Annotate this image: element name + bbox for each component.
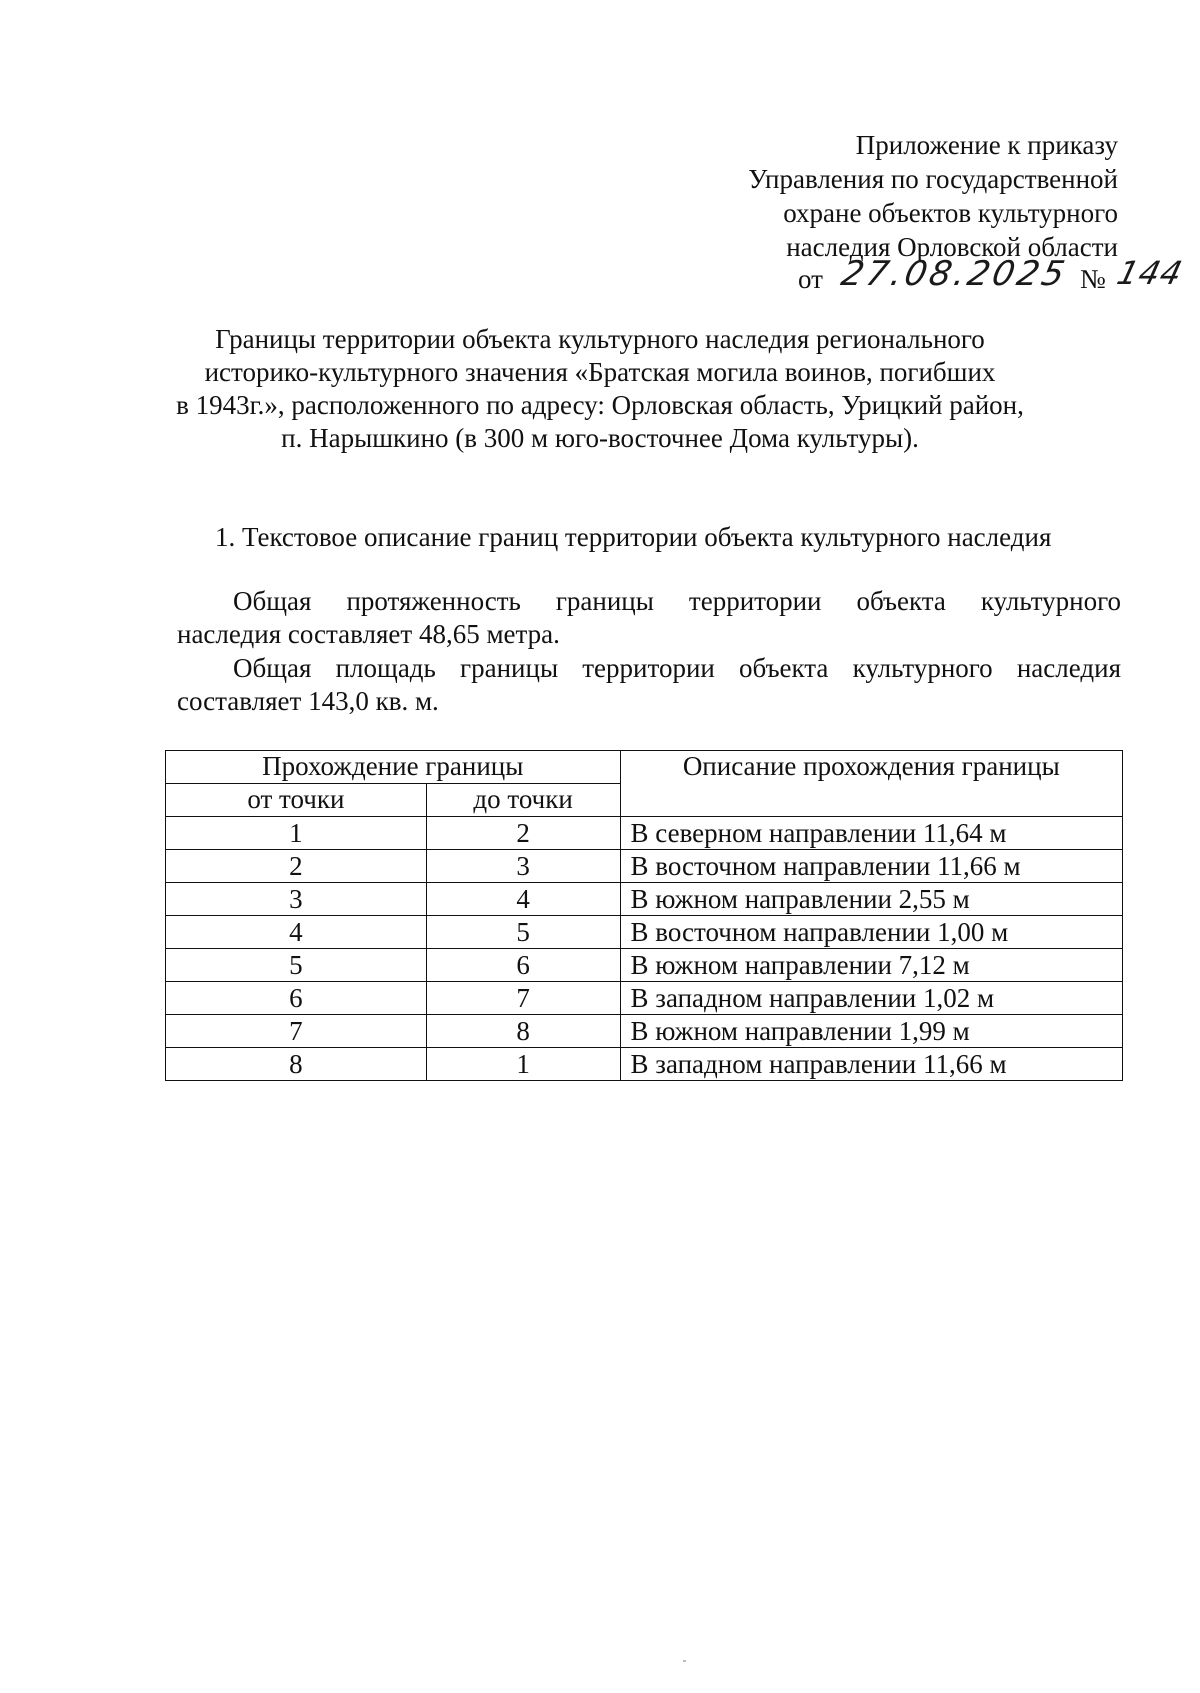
handwritten-order-number: 144: [1113, 254, 1187, 292]
table-header-row: [166, 751, 1123, 784]
description-cell: В восточном направлении 11,66 м: [620, 850, 1122, 883]
description-cell: В южном направлении 1,99 м: [620, 1015, 1122, 1048]
table-row: [166, 1048, 1123, 1081]
description-cell: В западном направлении 11,66 м: [620, 1048, 1122, 1081]
description-cell: В южном направлении 2,55 м: [620, 883, 1122, 916]
description-cell: В восточном направлении 1,00 м: [620, 916, 1122, 949]
table-row: [166, 850, 1123, 883]
from-point-cell: 7: [166, 1015, 427, 1048]
title-line: в 1943г.», расположенного по адресу: Орловская область, Урицкий район,: [176, 390, 1024, 420]
handwritten-date: 27.08.2025: [837, 254, 1071, 294]
table-row: [166, 817, 1123, 850]
title-line: Границы территории объекта культурного наследия регионального: [215, 324, 985, 354]
title-line: историко-культурного значения «Братская могила воинов, погибших: [204, 357, 996, 387]
from-point-cell: 5: [166, 949, 427, 982]
paragraph-line: наследия составляет 48,65 метра.: [177, 619, 560, 649]
table-row: [166, 1015, 1123, 1048]
from-point-cell: 8: [166, 1048, 427, 1081]
table-row: [166, 883, 1123, 916]
from-point-cell: 2: [166, 850, 427, 883]
from-point-cell: 6: [166, 982, 427, 1015]
table-row: [166, 982, 1123, 1015]
to-point-cell: 3: [426, 850, 620, 883]
to-point-cell: 1: [426, 1048, 620, 1081]
boundary-table: [165, 750, 1123, 1081]
total-area-paragraph: [177, 652, 1121, 718]
from-point-header-cell: от точки: [166, 784, 427, 817]
group-header-cell: Прохождение границы: [166, 751, 621, 784]
appendix-header-line: Управления по государственной: [748, 164, 1118, 194]
total-length-paragraph: [177, 585, 1121, 651]
from-point-cell: 1: [166, 817, 427, 850]
paragraph-line: составляет 143,0 кв. м.: [177, 686, 439, 716]
order-date-number-line: [798, 254, 1187, 302]
appendix-header-line: наследия Орловской области: [786, 232, 1118, 262]
to-point-cell: 7: [426, 982, 620, 1015]
description-cell: В южном направлении 7,12 м: [620, 949, 1122, 982]
document-title: [150, 323, 1050, 455]
to-point-cell: 4: [426, 883, 620, 916]
paragraph-line: Общая протяженность границы территории объекта культурного: [233, 586, 1121, 616]
table-row: [166, 916, 1123, 949]
description-header-cell: Описание прохождения границы: [620, 751, 1122, 817]
appendix-header-line: Приложение к приказу: [855, 130, 1118, 160]
to-point-cell: 2: [426, 817, 620, 850]
title-line: п. Нарышкино (в 300 м юго-восточнее Дома культуры).: [281, 423, 919, 453]
paragraph-line: Общая площадь границы территории объекта культурного наследия: [233, 653, 1121, 683]
description-cell: В северном направлении 11,64 м: [620, 817, 1122, 850]
section-heading: 1. Текстовое описание границ территории объекта культурного наследия: [215, 522, 1052, 552]
scan-speck: [683, 1660, 686, 1662]
from-point-cell: 4: [166, 916, 427, 949]
from-point-cell: 3: [166, 883, 427, 916]
number-prefix: №: [1080, 264, 1106, 294]
date-prefix: от: [798, 264, 823, 294]
to-point-cell: 5: [426, 916, 620, 949]
to-point-cell: 6: [426, 949, 620, 982]
appendix-header-line: охране объектов культурного: [783, 198, 1118, 228]
appendix-header: [748, 128, 1118, 264]
description-cell: В западном направлении 1,02 м: [620, 982, 1122, 1015]
table-row: [166, 949, 1123, 982]
to-point-header-cell: до точки: [426, 784, 620, 817]
to-point-cell: 8: [426, 1015, 620, 1048]
